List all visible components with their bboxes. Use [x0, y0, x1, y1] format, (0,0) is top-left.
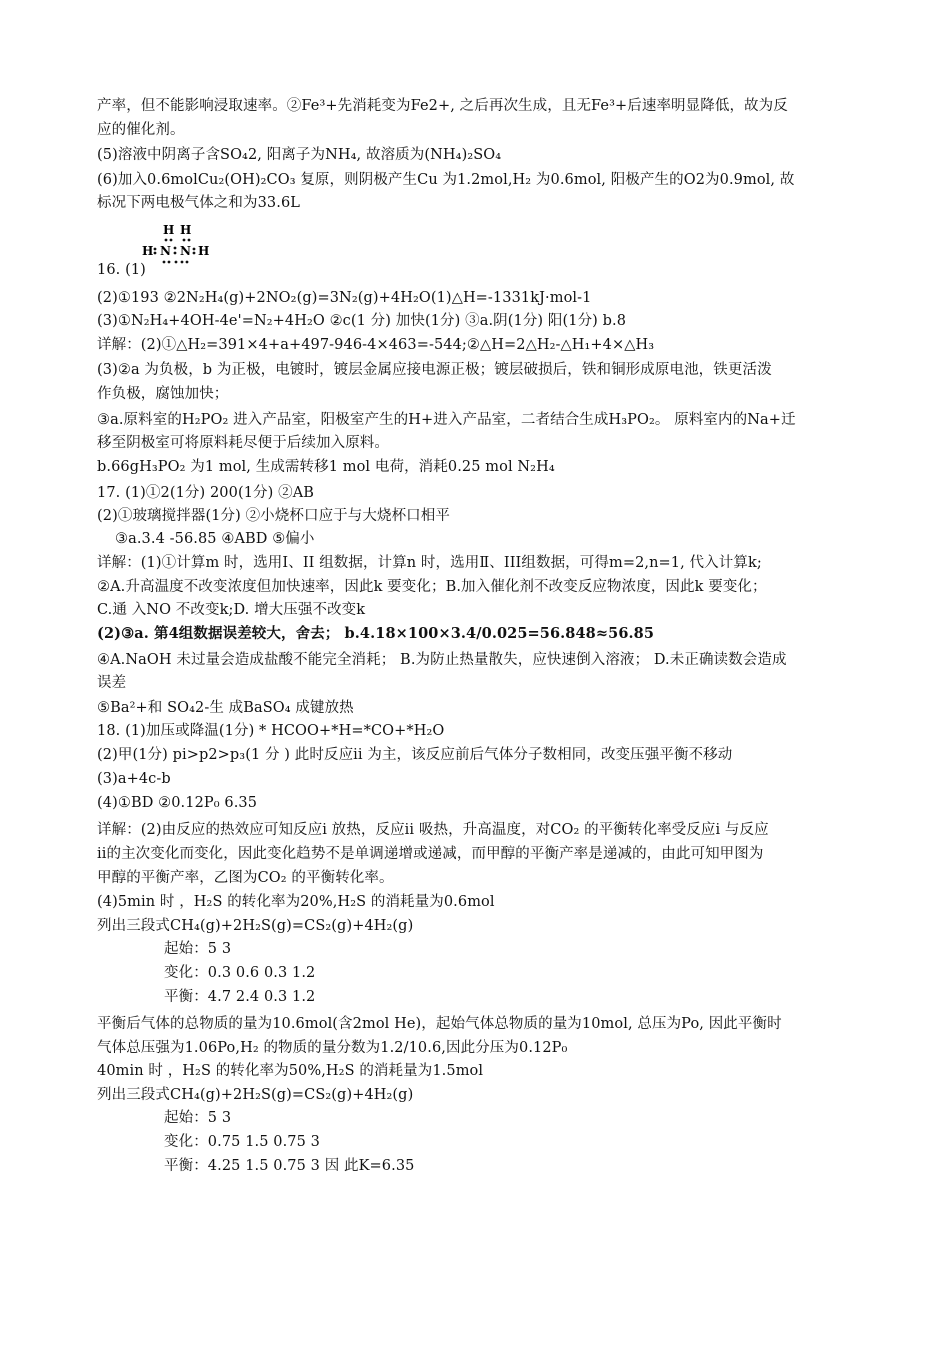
text-line: (4)①BD ②0.12P₀ 6.35 — [97, 795, 258, 811]
text-line: (3)a+4c-b — [97, 771, 171, 787]
text-line: 40min 时 ，H₂S 的转化率为50%,H₂S 的消耗量为1.5mol — [97, 1063, 484, 1079]
text-line: 详解：(1)①计算m 时，选用I、II 组数据，计算n 时，选用Ⅱ、III组数据，可得m=2,n=1, 代入计算k; — [97, 555, 762, 571]
text-line: 起始：5 3 — [164, 1110, 232, 1126]
text-line: ii的主次变化而变化，因此变化趋势不是单调递增或递减，而甲醇的平衡产率是递减的，由此可知甲图为 — [97, 846, 764, 862]
text-line: 移至阴极室可将原料耗尽便于后续加入原料。 — [97, 435, 389, 451]
text-line: (3)②a 为负极，b 为正极，电镀时，镀层金属应接电源正极；镀层破损后，铁和铜形成原电池，铁更活泼 — [97, 362, 772, 378]
text-line: ③a.原料室的H₂PO₂ 进入产品室，阳极室产生的H+进入产品室，二者结合生成H₃PO₂。 原料室内的Na+迁 — [97, 412, 796, 428]
text-line: 平衡后气体的总物质的量为10.6mol(含2mol He)，起始气体总物质的量为10mol, 总压为Po, 因此平衡时 — [97, 1016, 782, 1032]
text-line: b.66gH₃PO₂ 为1 mol, 生成需转移1 mol 电荷，消耗0.25 mol N₂H₄ — [97, 459, 555, 475]
text-line: 气体总压强为1.06Po,H₂ 的物质的量分数为1.2/10.6,因此分压为0.12P₀ — [97, 1040, 568, 1056]
text-line: 17. (1)①2(1分) 200(1分) ②AB — [97, 485, 315, 501]
text-line: (6)加入0.6molCu₂(OH)₂CO₃ 复原，则阴极产生Cu 为1.2mol,H₂ 为0.6mol, 阳极产生的O2为0.9mol, 故 — [97, 172, 795, 188]
text-line: 16. (1) — [97, 262, 146, 278]
struct-label: H — [142, 244, 154, 258]
text-line: 起始：5 3 — [164, 941, 232, 957]
struct-label: H — [163, 223, 175, 237]
struct-label: N — [180, 244, 191, 258]
text-line: 详解：(2)由反应的热效应可知反应i 放热，反应ii 吸热，升高温度，对CO₂ 的平衡转化率受反应i 与反应 — [97, 822, 769, 838]
struct-label: H — [198, 244, 210, 258]
text-line: (4)5min 时 ，H₂S 的转化率为20%,H₂S 的消耗量为0.6mol — [97, 894, 495, 910]
text-line: 甲醇的平衡产率，乙图为CO₂ 的平衡转化率。 — [97, 870, 394, 886]
text-line: C.通 入NO 不改变k;D. 增大压强不改变k — [97, 602, 366, 618]
text-line: 18. (1)加压或降温(1分) * HCOO+*H=*CO+*H₂O — [97, 723, 445, 739]
text-line: (2)③a. 第4组数据误差较大，舍去； b.4.18×100×3.4/0.025=56.848≈56.85 — [97, 625, 655, 642]
text-line: (3)①N₂H₄+4OH-4e'=N₂+4H₂O ②c(1 分) 加快(1分) ③a.阴(1分) 阳(1分) b.8 — [97, 313, 627, 329]
text-line: ⑤Ba²+和 SO₄2-生 成BaSO₄ 成键放热 — [97, 700, 354, 716]
text-line: 作负极，腐蚀加快； — [97, 386, 229, 402]
hydrazine-electron-dot-structure — [140, 222, 212, 268]
text-line: ②A.升高温度不改变浓度但加快速率，因此k 要变化；B.加入催化剂不改变反应物浓度，因此k 要变化； — [97, 579, 767, 595]
text-line: (2)①193 ②2N₂H₄(g)+2NO₂(g)=3N₂(g)+4H₂O(1)△H=-1331kJ·mol-1 — [97, 290, 592, 306]
text-line: ③a.3.4 -56.85 ④ABD ⑤偏小 — [115, 531, 315, 547]
text-line: 列出三段式CH₄(g)+2H₂S(g)=CS₂(g)+4H₂(g) — [97, 918, 414, 934]
text-line: (2)甲(1分) pi>p2>p₃(1 分 ) 此时反应ii 为主，该反应前后气体分子数相同，改变压强平衡不移动 — [97, 747, 733, 763]
text-line: 平衡：4.25 1.5 0.75 3 因 此K=6.35 — [164, 1158, 415, 1174]
text-line: 变化：0.75 1.5 0.75 3 — [164, 1134, 320, 1150]
text-line: 标况下两电极气体之和为33.6L — [97, 195, 301, 211]
text-line: (5)溶液中阴离子含SO₄2, 阳离子为NH₄, 故溶质为(NH₄)₂SO₄ — [97, 147, 502, 163]
text-line: 误差 — [97, 675, 127, 691]
text-line: 详解：(2)①△H₂=391×4+a+497-946-4×463=-544;②△H=2△H₂-△H₁+4×△H₃ — [97, 337, 655, 353]
text-line: 产率，但不能影响浸取速率。②Fe³+先消耗变为Fe2+, 之后再次生成，且无Fe³+后速率明显降低，故为反 — [97, 98, 788, 114]
text-line: 变化：0.3 0.6 0.3 1.2 — [164, 965, 316, 981]
text-line: 平衡：4.7 2.4 0.3 1.2 — [164, 989, 316, 1005]
text-line: 列出三段式CH₄(g)+2H₂S(g)=CS₂(g)+4H₂(g) — [97, 1087, 414, 1103]
text-line: 应的催化剂。 — [97, 122, 185, 138]
text-line: (2)①玻璃搅拌器(1分) ②小烧杯口应于与大烧杯口相平 — [97, 508, 450, 524]
text-line: ④A.NaOH 未过量会造成盐酸不能完全消耗； B.为防止热量散失，应快速倒入溶液； D.未正确读数会造成 — [97, 652, 787, 668]
struct-label: H — [180, 223, 192, 237]
struct-label: N — [160, 244, 171, 258]
